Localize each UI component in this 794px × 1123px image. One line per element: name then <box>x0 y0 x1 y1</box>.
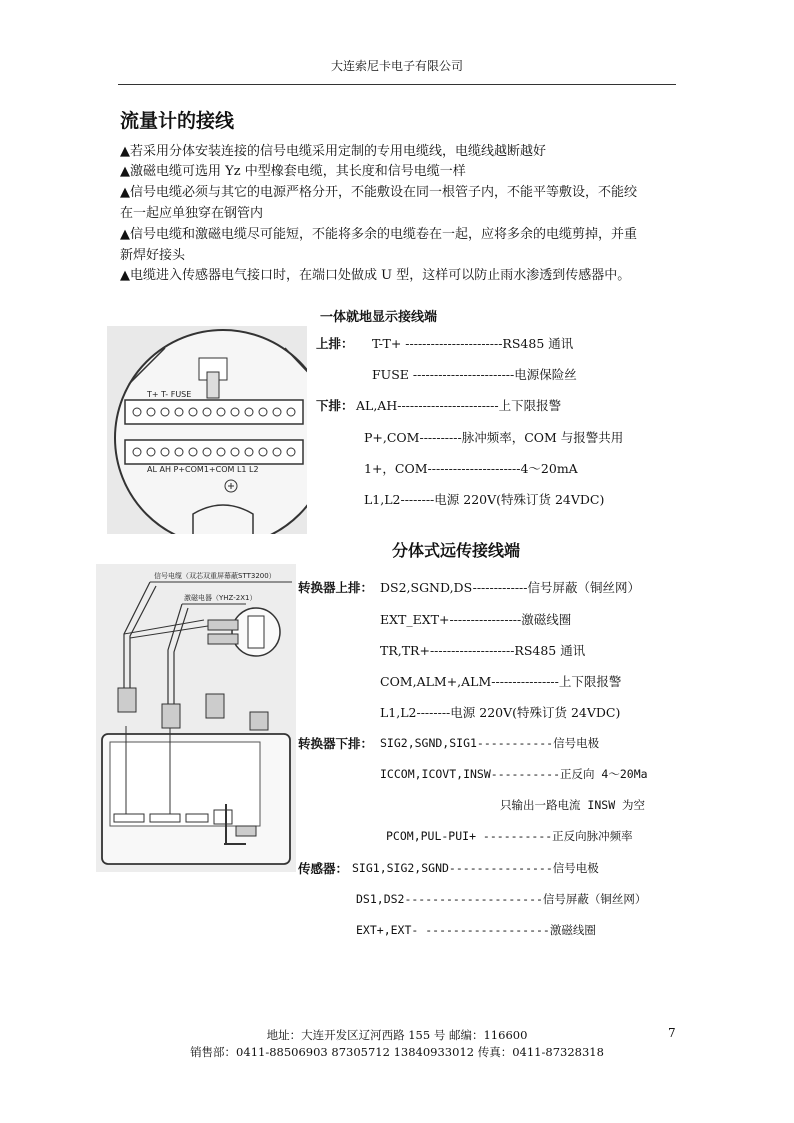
converter-upper-line: TR,TR+--------------------RS485 通讯 <box>380 643 586 658</box>
upper-row-line: T-T+ -----------------------RS485 通讯 <box>372 336 574 351</box>
remote-terminal-diagram <box>96 564 296 872</box>
bullet-line: ▲信号电缆和激磁电缆尽可能短，不能将多余的电缆卷在一起，应将多余的电缆剪掉，并重 <box>120 227 637 242</box>
sensor-label: 传感器： <box>298 861 349 876</box>
sensor-line: SIG1,SIG2,SGND---------------信号电极 <box>352 861 599 875</box>
footer-contact: 销售部：0411-88506903 87305712 13840933012 传真：0411-87328318 <box>190 1045 604 1059</box>
lower-row-line: L1,L2--------电源 220V(特殊订货 24VDC) <box>364 492 605 507</box>
converter-lower-line: PCOM,PUL-PUI+ ----------正反向脉冲频率 <box>386 829 633 843</box>
footer-address: 地址：大连开发区辽河西路 155 号 邮编：116600 <box>266 1028 528 1042</box>
lower-row-line: AL,AH------------------------上下限报警 <box>356 398 562 413</box>
converter-upper-line: COM,ALM+,ALM----------------上下限报警 <box>380 674 622 689</box>
bullet-line: ▲电缆进入传感器电气接口时，在端口处做成 U 型，这样可以防止雨水渗透到传感器中。 <box>120 268 631 283</box>
lower-row-label: 下排： <box>316 398 354 413</box>
bottom-terminal-labels: AL AH P+COM1+COM L1 L2 <box>147 465 259 474</box>
bullet-line: ▲激磁电缆可选用 Yz 中型橡套电缆，其长度和信号电缆一样 <box>120 164 466 179</box>
top-terminal-labels: T+ T- FUSE <box>147 390 192 399</box>
converter-lower-line: ICCOM,ICOVT,INSW----------正反向 4～20Ma <box>380 767 648 781</box>
bullet-line: ▲若采用分体安装连接的信号电缆采用定制的专用电缆线，电缆线越断越好 <box>120 144 546 159</box>
converter-upper-line: L1,L2--------电源 220V(特殊订货 24VDC) <box>380 705 621 720</box>
page-title: 流量计的接线 <box>120 110 235 132</box>
converter-upper-line: DS2,SGND,DS-------------信号屏蔽（铜丝网） <box>380 580 640 595</box>
lower-row-line: 1+，COM----------------------4～20mA <box>364 461 578 476</box>
converter-upper-label: 转换器上排： <box>298 580 374 595</box>
section1-title: 一体就地显示接线端 <box>320 310 438 325</box>
bullet-line: ▲信号电缆必须与其它的电源严格分开，不能敷设在同一根管子内，不能平等敷设，不能绞 <box>120 185 637 200</box>
sensor-line: DS1,DS2--------------------信号屏蔽（铜丝网） <box>356 892 647 906</box>
converter-lower-line: SIG2,SGND,SIG1-----------信号电极 <box>380 736 600 750</box>
sensor-line: EXT+,EXT- ------------------激磁线圈 <box>356 923 596 937</box>
integrated-terminal-diagram <box>107 326 307 534</box>
converter-lower-line: 只输出一路电流 INSW 为空 <box>500 798 646 812</box>
converter-upper-line: EXT_EXT+-----------------激磁线圈 <box>380 612 572 627</box>
converter-lower-label: 转换器下排： <box>298 736 374 751</box>
upper-row-line: FUSE ------------------------电源保险丝 <box>372 367 577 382</box>
upper-row-label: 上排： <box>316 336 354 351</box>
signal-cable-label: 信号电缆（双芯双重屏幕蔽STT3200） <box>154 572 276 580</box>
section2-title: 分体式远传接线端 <box>392 541 521 560</box>
lower-row-line: P+,COM----------脉冲频率，COM 与报警共用 <box>364 430 624 445</box>
bullet-line: 在一起应单独穿在钢管内 <box>120 206 264 221</box>
excitation-cable-label: 激磁电器（YHZ-2X1） <box>184 594 257 602</box>
page-number: 7 <box>668 1026 676 1040</box>
bullet-line: 新焊好接头 <box>120 248 186 263</box>
header-rule <box>118 84 676 85</box>
company-header: 大连索尼卡电子有限公司 <box>330 59 463 73</box>
